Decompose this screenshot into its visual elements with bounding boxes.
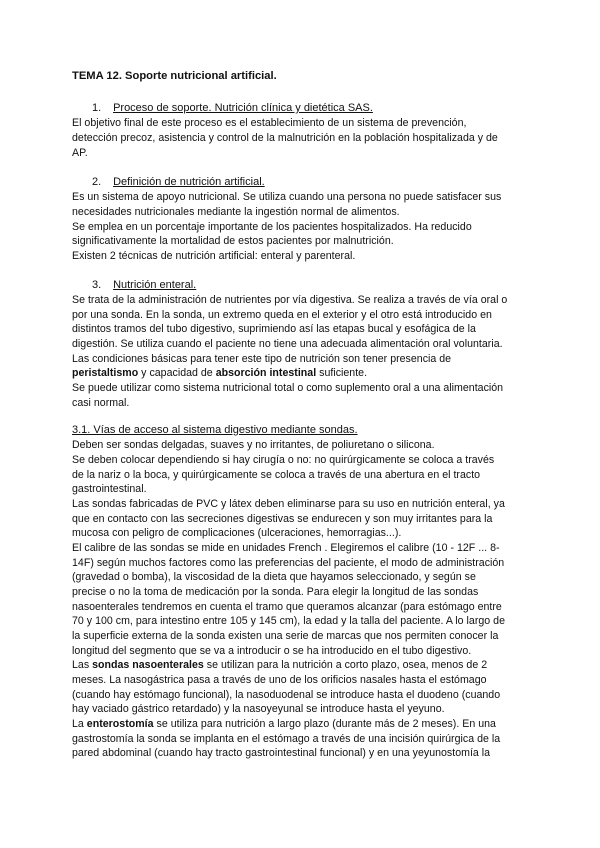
- text-line: de la nariz o la boca, y quirúrgicamente se coloca a través de una abertura en el tracto: [72, 469, 481, 481]
- text-line: hay vaciado gástrico retardado) y la nasoyeyunal se introduce hasta el yeyuno.: [72, 703, 445, 715]
- text-line: detección precoz, asistencia y control de la malnutrición en la población hospitalizada y de: [72, 132, 498, 144]
- text-run: se utilizan para la nutrición a corto plazo, osea, menos de 2: [203, 659, 488, 671]
- text-run: y capacidad de: [138, 367, 216, 379]
- bold-term: sondas nasoenterales: [92, 659, 204, 671]
- text-line: significativamente la mortalidad de estos pacientes por malnutrición.: [72, 235, 394, 247]
- text-line: gastrointestinal.: [72, 483, 147, 495]
- text-line: El objetivo final de este proceso es el establecimiento de un sistema de prevención,: [72, 117, 467, 129]
- text-line: Las condiciones básicas para tener este tipo de nutrición son tener presencia de: [72, 353, 452, 365]
- text-line: nasoenterales tendremos en cuenta el tramo que queramos alcanzar (para estómago entre: [72, 601, 502, 613]
- text-line: Existen 2 técnicas de nutrición artificial: enteral y parenteral.: [72, 250, 356, 262]
- text-run: La: [72, 718, 87, 730]
- section-heading-2: [92, 176, 265, 188]
- subsection-heading: 3.1. Vías de acceso al sistema digestivo mediante sondas.: [72, 424, 358, 436]
- text-line: gastrostomía la sonda se implanta en el estómago a través de una incisión quirúrgica de la: [72, 733, 501, 745]
- bold-term: peristaltismo: [72, 367, 139, 379]
- text-line: Se emplea en un porcentaje importante de los pacientes hospitalizados. Ha reducido: [72, 221, 472, 233]
- text-line: digestión. Se utiliza cuando el paciente no tiene una adecuada alimentación oral voluntaria.: [72, 338, 503, 350]
- section-number: 2.: [92, 176, 102, 188]
- text-line: meses. La nasogástrica pasa a través de uno de los orificios nasales hasta el estómago: [72, 674, 487, 686]
- text-line: (gravedad o bomba), la viscosidad de la dieta que hayamos seleccionado, y según se: [72, 571, 476, 583]
- section-number: 1.: [92, 102, 102, 114]
- text-line: 70 y 100 cm, para intestino entre 105 y 145 cm), la edad y la talla del paciente. A lo largo de: [72, 615, 505, 627]
- text-line: Deben ser sondas delgadas, suaves y no irritantes, de poliuretano o silicona.: [72, 439, 435, 451]
- text-line: [72, 367, 367, 380]
- text-line: 14F) según muchos factores como las preferencias del paciente, el modo de administración: [72, 557, 505, 569]
- text-line: [72, 718, 496, 731]
- bold-term: absorción intestinal: [215, 367, 317, 379]
- text-line: mucosa con peligro de complicaciones (ulceraciones, hemorragias...).: [72, 527, 402, 539]
- text-line: necesidades nutricionales mediante la ingestión normal de alimentos.: [72, 206, 400, 218]
- text-run: se utiliza para nutrición a largo plazo (durante más de 2 meses). En una: [153, 718, 496, 730]
- text-line: [72, 659, 487, 672]
- text-run: suficiente.: [316, 367, 368, 379]
- text-line: casi normal.: [72, 397, 130, 409]
- text-line: distintos tramos del tubo digestivo, suprimiendo así las etapas bucal y esofágica de la: [72, 323, 476, 335]
- section-title: Definición de nutrición artificial.: [113, 176, 265, 188]
- text-line: Se trata de la administración de nutrientes por vía digestiva. Se realiza a través de vía oral o: [72, 294, 508, 306]
- text-line: AP.: [72, 147, 88, 159]
- section-title: Proceso de soporte. Nutrición clínica y dietética SAS.: [113, 102, 373, 114]
- text-line: longitud del segmento que se va a introducir o se ha introducido en el tubo digestivo.: [72, 645, 472, 657]
- text-line: Se puede utilizar como sistema nutricional total o como suplemento oral a una alimentación: [72, 382, 504, 394]
- section-number: 3.: [92, 279, 102, 291]
- text-line: pared abdominal (cuando hay tracto gastrointestinal funcional) y en una yeyunostomía la: [72, 747, 491, 759]
- text-line: Las sondas fabricadas de PVC y látex deben eliminarse para su uso en nutrición enteral, ya: [72, 498, 505, 510]
- text-run: Las: [72, 659, 93, 671]
- text-line: Es un sistema de apoyo nutricional. Se utiliza cuando una persona no puede satisfacer sus: [72, 191, 502, 203]
- text-line: El calibre de las sondas se mide en unidades French . Elegiremos el calibre (10 - 12F ... 8-: [72, 542, 500, 554]
- text-line: Se deben colocar dependiendo si hay cirugía o no: no quirúrgicamente se coloca a través: [72, 454, 495, 466]
- text-line: precise o no la toma de medicación por la sonda. Para elegir la longitud de las sondas: [72, 586, 479, 598]
- page-title: TEMA 12. Soporte nutricional artificial.: [72, 70, 277, 82]
- bold-term: enterostomía: [86, 718, 154, 730]
- text-line: (cuando hay estómago funcional), la nasoduodenal se introduce hasta el duodeno (cuando: [72, 689, 501, 701]
- text-line: la superficie externa de la sonda existen una serie de marcas que nos permiten conocer la: [72, 630, 499, 642]
- text-line: que en contacto con las secreciones digestivas se endurecen y son muy irritantes para la: [72, 513, 493, 525]
- section-title: Nutrición enteral.: [113, 279, 197, 291]
- section-heading-1: [92, 102, 373, 114]
- section-heading-3: [92, 279, 196, 291]
- text-line: por una sonda. En la sonda, un extremo queda en el exterior y el otro está introducido en: [72, 309, 492, 321]
